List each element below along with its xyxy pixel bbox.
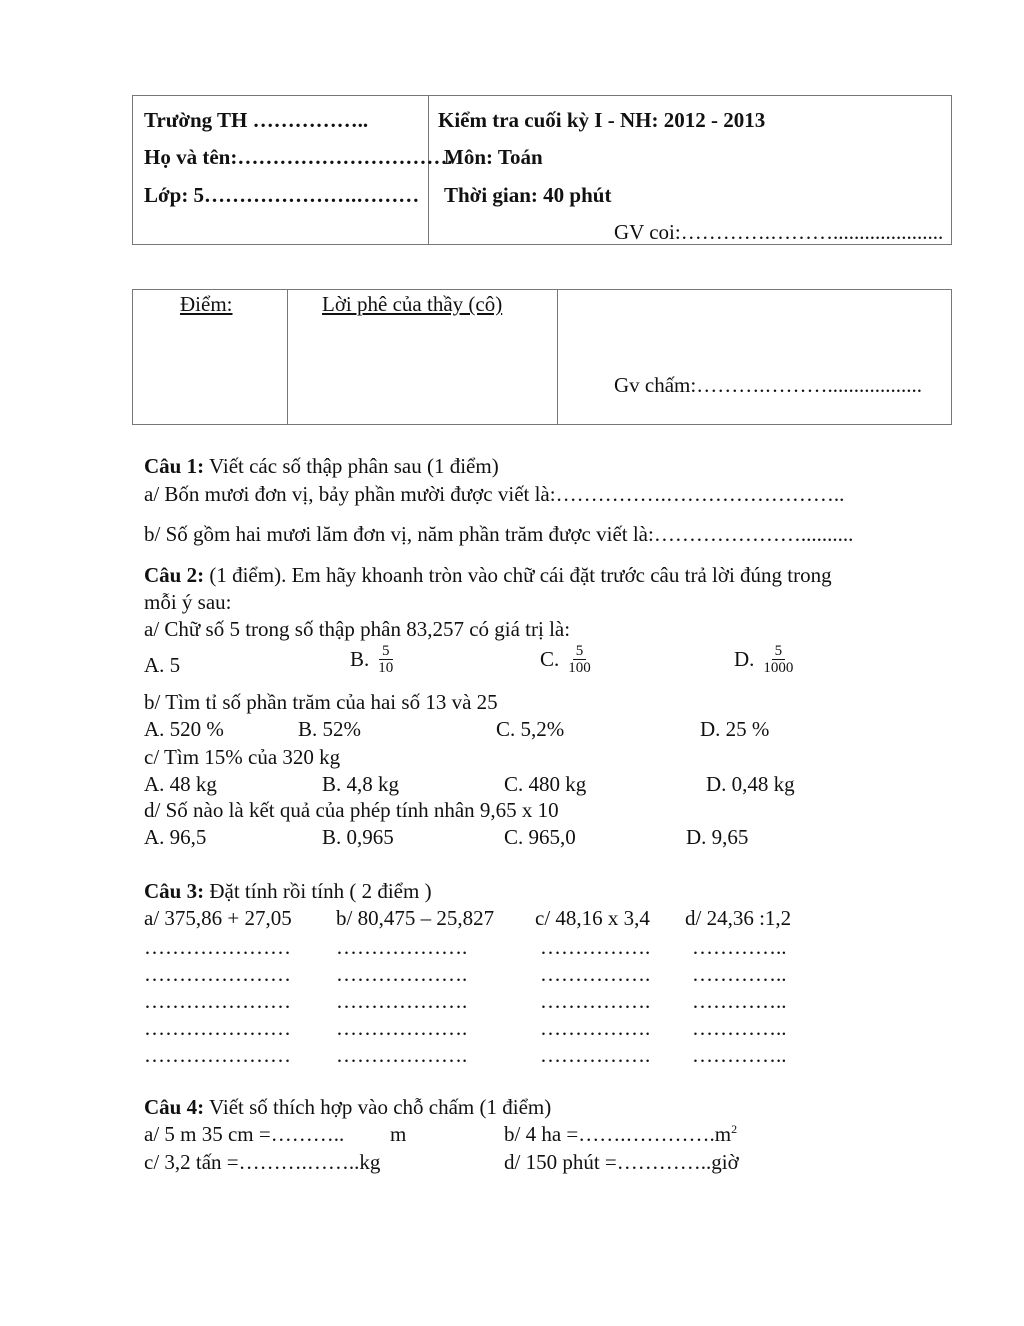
q2-heading: [144, 563, 832, 588]
q1-text: Viết các số thập phân sau (1 điểm): [204, 454, 499, 478]
q2a-option-c-fraction: [565, 643, 594, 676]
dotted-line: …………..: [692, 935, 787, 959]
q2b-option-d: D. 25 %: [700, 717, 770, 741]
q3-part-b: b/ 80,475 – 25,827: [336, 906, 495, 930]
q3-part-c: c/ 48,16 x 3,4: [535, 906, 650, 930]
dotted-line: …………………: [144, 1016, 291, 1040]
q2d-option-b: B. 0,965: [322, 825, 394, 849]
fraction-denominator: 100: [568, 660, 591, 676]
q4-heading: [144, 1095, 551, 1120]
q4-part-c: c/ 3,2 tấn =……….……..kg: [144, 1150, 381, 1174]
dotted-line: …………..: [692, 1016, 787, 1040]
subject-field: Môn: Toán: [444, 145, 543, 169]
q2a-option-d-letter: D.: [734, 647, 755, 671]
q4-part-a: a/ 5 m 35 cm =………..: [144, 1122, 345, 1146]
q4-part-d: d/ 150 phút =…………..giờ: [504, 1150, 739, 1174]
proctor-field: GV coi:………….……….....................: [614, 220, 944, 244]
q2d-question: d/ Số nào là kết quả của phép tính nhân 9,65 x 10: [144, 798, 559, 822]
q3-part-d: d/ 24,36 :1,2: [685, 906, 792, 930]
dotted-line: …………………: [144, 962, 291, 986]
header-divider: [428, 95, 429, 245]
q2c-option-d: D. 0,48 kg: [706, 772, 795, 796]
q1-title: Câu 1:: [144, 454, 205, 478]
fraction-numerator: 5: [379, 643, 393, 660]
dotted-line: …………..: [692, 989, 787, 1013]
q2a-option-b: [350, 643, 396, 676]
q3-title: Câu 3:: [144, 879, 205, 903]
q3-part-a: a/ 375,86 + 27,05: [144, 906, 292, 930]
dotted-line: …………….: [540, 1016, 651, 1040]
dotted-line: …………………: [144, 1043, 291, 1067]
q1-heading: [144, 454, 499, 479]
q3-heading: [144, 879, 432, 904]
fraction-denominator: 10: [378, 660, 394, 676]
q2a-option-b-fraction: [375, 643, 396, 676]
q4-title: Câu 4:: [144, 1095, 205, 1119]
fraction-denominator: 1000: [763, 660, 794, 676]
dotted-line: ……………….: [336, 1043, 468, 1067]
q2c-option-a: A. 48 kg: [144, 772, 217, 796]
q2d-option-c: C. 965,0: [504, 825, 576, 849]
grader-field: Gv chấm:……….………..................: [614, 373, 922, 397]
grading-divider-2: [557, 289, 558, 425]
student-name-field: Họ và tên:………………………….: [144, 145, 453, 169]
time-field: Thời gian: 40 phút: [444, 183, 612, 207]
q2b-option-a: A. 520 %: [144, 717, 224, 741]
q2d-option-a: A. 96,5: [144, 825, 207, 849]
q2b-option-c: C. 5,2%: [496, 717, 565, 741]
q3-dots-col-a: [144, 934, 291, 1069]
q2a-option-b-letter: B.: [350, 647, 370, 671]
dotted-line: …………..: [692, 962, 787, 986]
q2-text: (1 điểm). Em hãy khoanh tròn vào chữ cái đặt trước câu trả lời đúng trong: [204, 563, 832, 587]
score-label: Điểm:: [180, 292, 233, 316]
q2c-option-c: C. 480 kg: [504, 772, 587, 796]
fraction-numerator: 5: [772, 643, 786, 660]
q2c-question: c/ Tìm 15% của 320 kg: [144, 745, 341, 769]
comment-label: Lời phê của thầy (cô): [322, 292, 503, 316]
class-field: Lớp: 5………………….………: [144, 183, 420, 207]
fraction-numerator: 5: [573, 643, 587, 660]
dotted-line: …………..: [692, 1043, 787, 1067]
dotted-line: ……………….: [336, 989, 468, 1013]
q1-part-a: a/ Bốn mươi đơn vị, bảy phần mười được viết là:…………….……………………..: [144, 482, 845, 506]
q2a-option-d-fraction: [760, 643, 796, 676]
q2-text-line2: mỗi ý sau:: [144, 590, 232, 614]
q3-dots-col-d: [692, 934, 787, 1069]
q2a-option-d: [734, 643, 796, 676]
dotted-line: …………….: [540, 1043, 651, 1067]
q4-part-b-text: b/ 4 ha =…….………….m: [504, 1122, 732, 1146]
dotted-line: …………………: [144, 989, 291, 1013]
q4-text: Viết số thích hợp vào chỗ chấm (1 điểm): [204, 1095, 552, 1119]
q3-dots-col-c: [540, 934, 650, 1069]
q2a-option-c: [540, 643, 594, 676]
q2c-option-b: B. 4,8 kg: [322, 772, 400, 796]
dotted-line: …………………: [144, 935, 291, 959]
q2d-option-d: D. 9,65: [686, 825, 749, 849]
dotted-line: …………….: [540, 935, 651, 959]
dotted-line: …………….: [540, 989, 651, 1013]
q3-text: Đặt tính rồi tính ( 2 điểm ): [204, 879, 432, 903]
q4-part-b-superscript: 2: [731, 1122, 738, 1136]
grading-table: [132, 289, 952, 425]
q2b-option-b: B. 52%: [298, 717, 361, 741]
q4-part-b: [504, 1122, 737, 1147]
grading-divider-1: [287, 289, 288, 425]
q2a-option-a: A. 5: [144, 653, 181, 677]
q4-part-a-unit: m: [390, 1122, 407, 1146]
dotted-line: ……………….: [336, 962, 468, 986]
dotted-line: ……………….: [336, 935, 468, 959]
school-field: Trường TH ……………..: [144, 108, 369, 132]
q1-part-b: b/ Số gồm hai mươi lăm đơn vị, năm phần trăm được viết là:…………………..........: [144, 522, 854, 546]
dotted-line: …………….: [540, 962, 651, 986]
q2b-question: b/ Tìm tỉ số phần trăm của hai số 13 và 25: [144, 690, 498, 714]
q2-title: Câu 2:: [144, 563, 205, 587]
exam-title: Kiểm tra cuối kỳ I - NH: 2012 - 2013: [438, 108, 766, 132]
q2a-question: a/ Chữ số 5 trong số thập phân 83,257 có giá trị là:: [144, 617, 571, 641]
q3-dots-col-b: [336, 934, 467, 1069]
dotted-line: ……………….: [336, 1016, 468, 1040]
q2a-option-c-letter: C.: [540, 647, 560, 671]
